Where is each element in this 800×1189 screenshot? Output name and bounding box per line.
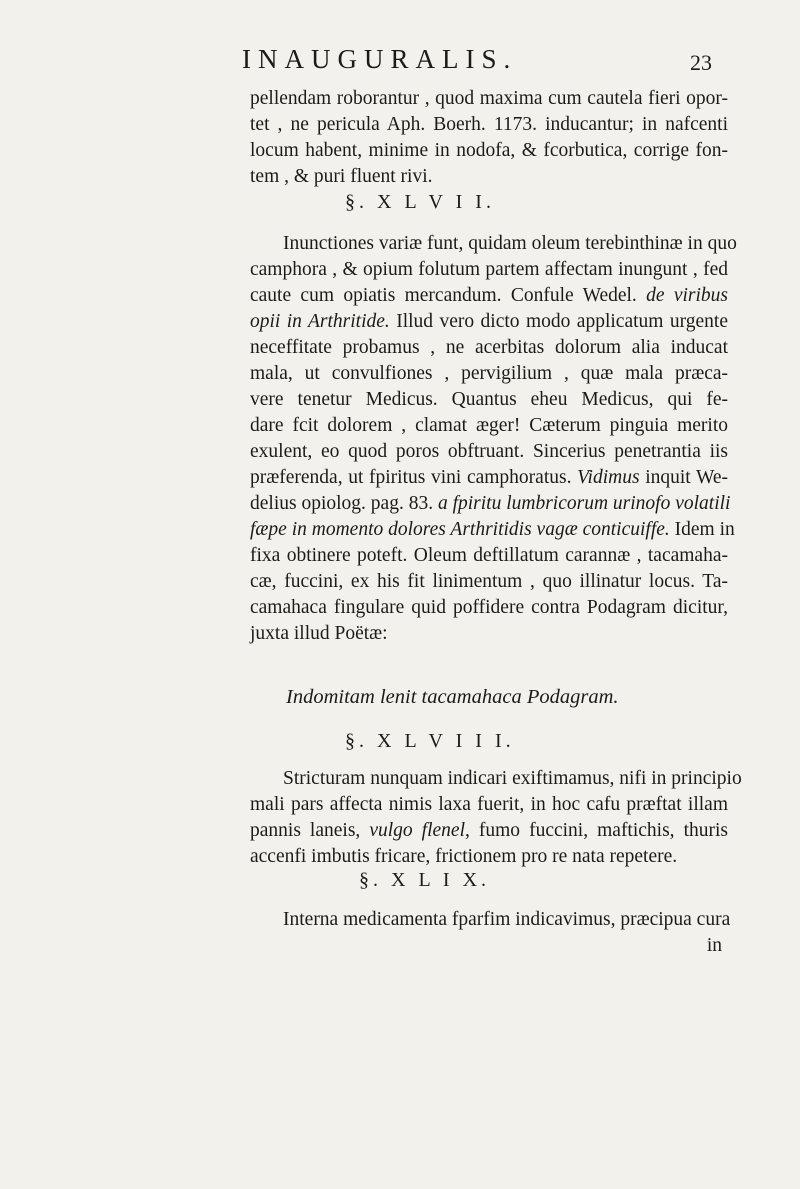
paragraph-4 — [250, 907, 731, 959]
catchword: in — [706, 935, 722, 956]
text-line: pannis laneis, vulgo flenel, fumo fuccini, maftichis, thuris — [250, 820, 728, 841]
text-line: præferenda, ut fpiritus vini camphoratus. Vidimus inquit We- — [250, 467, 728, 488]
running-title: INAUGURALIS. — [242, 44, 518, 74]
paragraph-1 — [250, 86, 728, 190]
paragraph-2 — [250, 231, 737, 647]
text-line: locum habent, minime in nodofa, & fcorbutica, corrige fon- — [250, 140, 728, 161]
paragraph-3 — [250, 766, 742, 870]
text-line: camphora , & opium folutum partem affectam inungunt , fed — [250, 259, 728, 280]
text-line: neceffitate probamus , ne acerbitas dolorum alia inducat — [250, 337, 728, 358]
text-line: cæ, fuccini, ex his fit linimentum , quo illinatur locus. Ta- — [250, 571, 728, 592]
text-line: tem , & puri fluent rivi. — [250, 166, 433, 187]
text-line: Interna medicamenta fparfim indicavimus, præcipua cura — [283, 909, 731, 930]
page-number: 23 — [690, 50, 712, 75]
text-line: camahaca fingulare quid poffidere contra Podagram dicitur, — [250, 597, 728, 618]
text-line: vere tenetur Medicus. Quantus eheu Medicus, qui fe- — [250, 389, 728, 410]
text-line: exulent, eo quod poros obftruant. Sincerius penetrantia iis — [250, 441, 728, 462]
text-line: pellendam roborantur , quod maxima cum cautela fieri opor- — [250, 88, 728, 109]
text-line: tet , ne pericula Aph. Boerh. 1173. inducantur; in nafcenti — [250, 114, 728, 135]
text-line: caute cum opiatis mercandum. Confule Wedel. de viribus — [250, 285, 729, 306]
text-line: accenfi imbutis fricare, frictionem pro re nata repetere. — [250, 846, 678, 867]
text-line: fixa obtinere poteft. Oleum deftillatum carannæ , tacamaha- — [250, 545, 728, 566]
page-header — [242, 44, 712, 84]
section-heading-49: §. X L I X. — [359, 869, 491, 891]
section-heading-48: §. X L V I I I. — [345, 730, 515, 752]
text-line: Inunctiones variæ funt, quidam oleum terebinthinæ in quo — [283, 233, 737, 254]
text-line: delius opiolog. pag. 83. a fpiritu lumbricorum urinofo volatili — [250, 493, 731, 514]
text-line: mali pars affecta nimis laxa fuerit, in hoc cafu præftat illam — [250, 794, 728, 815]
text-line: fæpe in momento dolores Arthritidis vagæ conticuiffe. Idem in — [250, 519, 735, 540]
text-line: Stricturam nunquam indicari exiftimamus, nifi in principio — [283, 768, 742, 789]
text-line: juxta illud Poëtæ: — [250, 623, 388, 644]
section-heading-47: §. X L V I I. — [345, 191, 495, 213]
text-line: dare fcit dolorem , clamat æger! Cæterum pinguia merito — [250, 415, 728, 436]
text-line: opii in Arthritide. Illud vero dicto modo applicatum urgente — [250, 311, 728, 332]
text-line: mala, ut convulfiones , pervigilium , quæ mala præca- — [250, 363, 728, 384]
verse-line: Indomitam lenit tacamahaca Podagram. — [286, 686, 619, 708]
